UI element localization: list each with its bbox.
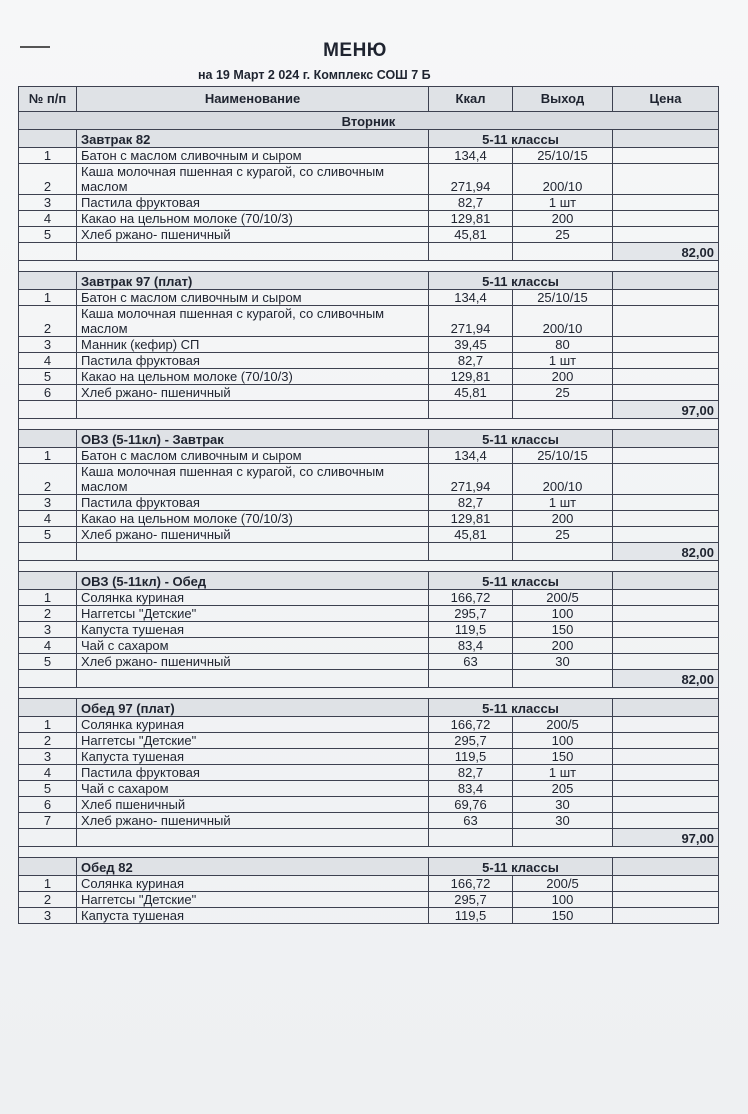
table-row [19,638,719,654]
table-row [19,353,719,369]
section-header-row [19,430,719,448]
price-spacer-cell [513,829,613,847]
item-output: 25/10/15 [513,290,613,306]
item-output: 150 [513,749,613,765]
item-kcal: 45,81 [429,385,513,401]
item-num: 1 [19,590,77,606]
table-row [19,892,719,908]
table-row [19,654,719,670]
item-name: Капуста тушеная [77,622,429,638]
item-name: Капуста тушеная [77,908,429,924]
item-output: 80 [513,337,613,353]
item-num: 4 [19,765,77,781]
section-title: Завтрак 82 [77,130,429,148]
menu-table [18,86,719,924]
price-spacer-cell [429,829,513,847]
table-row [19,195,719,211]
item-price-cell [613,606,719,622]
section-num-cell [19,699,77,717]
item-output: 100 [513,892,613,908]
table-row [19,290,719,306]
item-name: Хлеб пшеничный [77,797,429,813]
price-spacer-cell [513,543,613,561]
item-output: 200/10 [513,464,613,495]
price-spacer-cell [77,670,429,688]
section-num-cell [19,272,77,290]
item-num: 2 [19,733,77,749]
item-price-cell [613,211,719,227]
item-price-cell [613,781,719,797]
item-name: Хлеб ржано- пшеничный [77,654,429,670]
section-price-cell [613,699,719,717]
item-output: 25 [513,227,613,243]
item-name: Пастила фруктовая [77,195,429,211]
section-classes: 5-11 классы [429,130,613,148]
price-spacer-cell [429,543,513,561]
item-num: 1 [19,717,77,733]
item-output: 25/10/15 [513,148,613,164]
item-num: 4 [19,211,77,227]
price-spacer-cell [429,243,513,261]
item-price-cell [613,622,719,638]
section-spacer-row [19,261,719,272]
table-row [19,749,719,765]
item-kcal: 119,5 [429,749,513,765]
table-row [19,385,719,401]
item-price-cell [613,385,719,401]
price-spacer-cell [513,401,613,419]
item-num: 5 [19,527,77,543]
spacer-cell [19,261,719,272]
section-title: Обед 82 [77,858,429,876]
item-price-cell [613,733,719,749]
item-kcal: 119,5 [429,622,513,638]
item-num: 2 [19,164,77,195]
price-num-cell [19,401,77,419]
header-output: Выход [513,87,613,112]
item-kcal: 39,45 [429,337,513,353]
item-name: Каша молочная пшенная с курагой, со сливочным маслом [77,164,429,195]
section-price: 82,00 [613,243,719,261]
item-name: Какао на цельном молоке (70/10/3) [77,211,429,227]
section-spacer-row [19,688,719,699]
price-spacer-cell [77,829,429,847]
price-spacer-cell [77,401,429,419]
item-output: 25/10/15 [513,448,613,464]
table-row [19,306,719,337]
item-kcal: 82,7 [429,495,513,511]
spacer-cell [19,561,719,572]
section-header-row [19,572,719,590]
table-row [19,606,719,622]
item-output: 200/5 [513,590,613,606]
table-row [19,211,719,227]
item-num: 4 [19,638,77,654]
item-name: Чай с сахаром [77,781,429,797]
item-output: 200/10 [513,306,613,337]
table-row [19,622,719,638]
item-kcal: 82,7 [429,195,513,211]
item-kcal: 119,5 [429,908,513,924]
table-row [19,590,719,606]
item-price-cell [613,290,719,306]
price-spacer-cell [429,670,513,688]
item-price-cell [613,195,719,211]
item-num: 1 [19,290,77,306]
item-name: Батон с маслом сливочным и сыром [77,448,429,464]
item-price-cell [613,892,719,908]
header-name: Наименование [77,87,429,112]
section-title: ОВЗ (5-11кл) - Обед [77,572,429,590]
item-name: Наггетсы "Детские" [77,733,429,749]
table-row [19,148,719,164]
section-price-row [19,243,719,261]
item-name: Батон с маслом сливочным и сыром [77,148,429,164]
item-kcal: 83,4 [429,638,513,654]
item-output: 25 [513,527,613,543]
section-price-cell [613,858,719,876]
item-kcal: 82,7 [429,765,513,781]
table-header-row [19,87,719,112]
table-row [19,495,719,511]
price-num-cell [19,829,77,847]
header-price: Цена [613,87,719,112]
item-price-cell [613,337,719,353]
item-price-cell [613,306,719,337]
item-price-cell [613,765,719,781]
item-name: Какао на цельном молоке (70/10/3) [77,369,429,385]
item-num: 5 [19,781,77,797]
price-num-cell [19,243,77,261]
item-kcal: 166,72 [429,717,513,733]
item-name: Хлеб ржано- пшеничный [77,813,429,829]
table-row [19,227,719,243]
item-name: Солянка куриная [77,876,429,892]
section-title: Завтрак 97 (плат) [77,272,429,290]
section-classes: 5-11 классы [429,572,613,590]
item-kcal: 134,4 [429,290,513,306]
section-classes: 5-11 классы [429,272,613,290]
pen-mark [20,46,50,48]
section-num-cell [19,858,77,876]
item-output: 100 [513,606,613,622]
table-row [19,733,719,749]
item-kcal: 69,76 [429,797,513,813]
price-spacer-cell [513,243,613,261]
section-price-cell [613,130,719,148]
section-price: 97,00 [613,829,719,847]
item-name: Пастила фруктовая [77,353,429,369]
section-title: Обед 97 (плат) [77,699,429,717]
item-output: 1 шт [513,495,613,511]
item-output: 30 [513,813,613,829]
item-price-cell [613,148,719,164]
table-row [19,464,719,495]
item-num: 6 [19,797,77,813]
item-price-cell [613,876,719,892]
item-price-cell [613,908,719,924]
item-name: Пастила фруктовая [77,765,429,781]
item-name: Хлеб ржано- пшеничный [77,527,429,543]
section-spacer-row [19,561,719,572]
item-price-cell [613,654,719,670]
section-price-row [19,401,719,419]
section-classes: 5-11 классы [429,699,613,717]
item-kcal: 129,81 [429,511,513,527]
item-kcal: 45,81 [429,527,513,543]
section-header-row [19,130,719,148]
item-price-cell [613,813,719,829]
item-num: 3 [19,495,77,511]
item-output: 200 [513,211,613,227]
item-name: Каша молочная пшенная с курагой, со сливочным маслом [77,306,429,337]
item-num: 4 [19,353,77,369]
item-kcal: 295,7 [429,733,513,749]
price-spacer-cell [77,543,429,561]
item-kcal: 166,72 [429,590,513,606]
item-price-cell [613,590,719,606]
item-output: 200 [513,511,613,527]
section-spacer-row [19,419,719,430]
item-output: 200/10 [513,164,613,195]
day-row [19,112,719,130]
section-classes: 5-11 классы [429,858,613,876]
item-output: 1 шт [513,765,613,781]
item-output: 150 [513,908,613,924]
item-num: 3 [19,195,77,211]
item-name: Солянка куриная [77,717,429,733]
section-header-row [19,272,719,290]
section-header-row [19,699,719,717]
item-price-cell [613,495,719,511]
section-num-cell [19,572,77,590]
section-classes: 5-11 классы [429,430,613,448]
section-spacer-row [19,847,719,858]
section-price-cell [613,572,719,590]
section-price-row [19,829,719,847]
table-row [19,511,719,527]
item-price-cell [613,227,719,243]
item-kcal: 271,94 [429,306,513,337]
item-output: 200/5 [513,876,613,892]
item-output: 200 [513,638,613,654]
item-kcal: 295,7 [429,606,513,622]
item-num: 2 [19,892,77,908]
item-price-cell [613,797,719,813]
item-price-cell [613,448,719,464]
item-output: 200/5 [513,717,613,733]
table-row [19,781,719,797]
item-price-cell [613,638,719,654]
table-row [19,448,719,464]
section-title: ОВЗ (5-11кл) - Завтрак [77,430,429,448]
item-num: 4 [19,511,77,527]
item-price-cell [613,717,719,733]
section-num-cell [19,430,77,448]
item-price-cell [613,164,719,195]
item-kcal: 129,81 [429,369,513,385]
spacer-cell [19,688,719,699]
spacer-cell [19,847,719,858]
item-price-cell [613,353,719,369]
item-output: 25 [513,385,613,401]
item-output: 30 [513,654,613,670]
page-title: МЕНЮ [323,40,387,61]
table-row [19,369,719,385]
item-kcal: 295,7 [429,892,513,908]
table-row [19,337,719,353]
item-num: 2 [19,606,77,622]
section-price-row [19,670,719,688]
item-output: 1 шт [513,195,613,211]
table-row [19,164,719,195]
item-name: Наггетсы "Детские" [77,892,429,908]
item-name: Батон с маслом сливочным и сыром [77,290,429,306]
table-row [19,908,719,924]
item-kcal: 82,7 [429,353,513,369]
item-name: Какао на цельном молоке (70/10/3) [77,511,429,527]
item-num: 5 [19,654,77,670]
table-row [19,765,719,781]
item-name: Хлеб ржано- пшеничный [77,385,429,401]
item-name: Каша молочная пшенная с курагой, со сливочным маслом [77,464,429,495]
item-num: 2 [19,464,77,495]
item-name: Капуста тушеная [77,749,429,765]
section-price-cell [613,430,719,448]
item-price-cell [613,464,719,495]
item-num: 3 [19,908,77,924]
item-num: 6 [19,385,77,401]
header-kcal: Ккал [429,87,513,112]
item-name: Наггетсы "Детские" [77,606,429,622]
price-spacer-cell [429,401,513,419]
item-output: 200 [513,369,613,385]
section-header-row [19,858,719,876]
item-price-cell [613,749,719,765]
item-num: 1 [19,448,77,464]
section-price-row [19,543,719,561]
item-name: Чай с сахаром [77,638,429,654]
price-num-cell [19,670,77,688]
table-row [19,717,719,733]
item-price-cell [613,527,719,543]
section-price: 82,00 [613,543,719,561]
item-price-cell [613,369,719,385]
item-output: 1 шт [513,353,613,369]
table-row [19,876,719,892]
item-num: 1 [19,876,77,892]
item-name: Манник (кефир) СП [77,337,429,353]
item-kcal: 63 [429,813,513,829]
table-row [19,797,719,813]
item-output: 150 [513,622,613,638]
item-price-cell [613,511,719,527]
item-num: 2 [19,306,77,337]
item-output: 30 [513,797,613,813]
item-num: 5 [19,227,77,243]
section-price-cell [613,272,719,290]
item-name: Пастила фруктовая [77,495,429,511]
section-num-cell [19,130,77,148]
item-kcal: 271,94 [429,164,513,195]
item-output: 205 [513,781,613,797]
item-kcal: 134,4 [429,448,513,464]
item-name: Солянка куриная [77,590,429,606]
item-name: Хлеб ржано- пшеничный [77,227,429,243]
day-label: Вторник [19,112,719,130]
item-kcal: 129,81 [429,211,513,227]
page-subtitle: на 19 Март 2 024 г. Комплекс СОШ 7 Б [198,68,431,82]
price-spacer-cell [513,670,613,688]
spacer-cell [19,419,719,430]
item-num: 5 [19,369,77,385]
header-num: № п/п [19,87,77,112]
item-num: 3 [19,337,77,353]
item-kcal: 271,94 [429,464,513,495]
price-num-cell [19,543,77,561]
item-output: 100 [513,733,613,749]
section-price: 97,00 [613,401,719,419]
table-row [19,527,719,543]
item-kcal: 63 [429,654,513,670]
item-kcal: 166,72 [429,876,513,892]
item-num: 1 [19,148,77,164]
item-kcal: 45,81 [429,227,513,243]
item-kcal: 83,4 [429,781,513,797]
item-num: 3 [19,622,77,638]
item-num: 3 [19,749,77,765]
item-kcal: 134,4 [429,148,513,164]
item-num: 7 [19,813,77,829]
price-spacer-cell [77,243,429,261]
table-row [19,813,719,829]
section-price: 82,00 [613,670,719,688]
